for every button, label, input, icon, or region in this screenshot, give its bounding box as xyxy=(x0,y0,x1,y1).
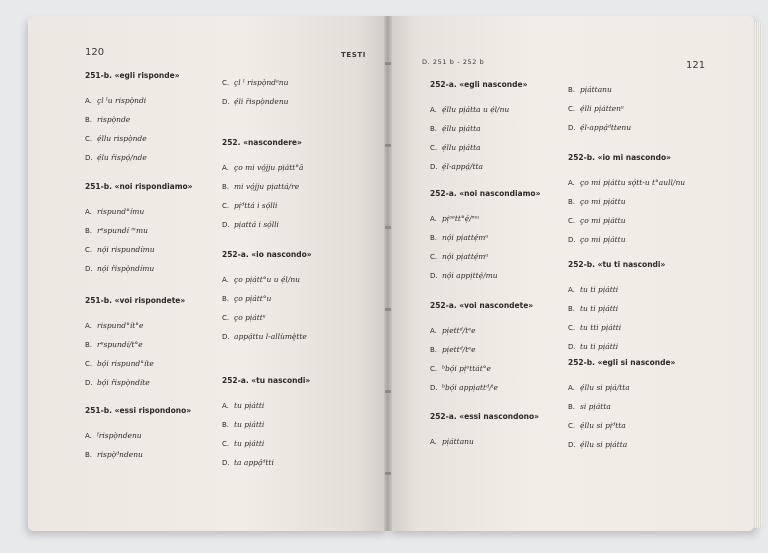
option-letter: C. xyxy=(430,253,438,261)
option-text: ᵇbọ́i pịᵉttát°e xyxy=(442,364,491,373)
entry-title: 252-a. «egli nasconde» xyxy=(430,80,528,89)
option-row xyxy=(430,209,580,228)
option-letter: B. xyxy=(568,403,576,411)
option-text: nọ́i pịattẹ́mᵘ xyxy=(442,233,489,242)
book-gutter xyxy=(384,16,392,531)
option-letter: B. xyxy=(85,451,93,459)
option-text: ẹ́lli pịáttenᵘ xyxy=(580,104,624,113)
option-text: pịᵈttá i sọ́lli xyxy=(234,201,278,210)
option-letter: D. xyxy=(222,459,230,467)
option-row xyxy=(568,173,718,192)
option-letter: C. xyxy=(568,422,576,430)
option-row xyxy=(568,230,718,249)
option-letter: D. xyxy=(430,384,438,392)
entry-title: 251-b. «voi rispondete» xyxy=(85,296,186,305)
option-text: ẹ́lu řispọ́/nde xyxy=(97,153,147,162)
option-text: ẹ́l-appạ́ᵈttenu xyxy=(580,123,632,132)
option-text: ẹ́l-appạ́/tta xyxy=(442,162,483,171)
option-row xyxy=(222,158,372,177)
option-text: pịettᵈ/tᵉe xyxy=(442,345,476,354)
running-head: TESTI xyxy=(341,51,366,59)
option-row xyxy=(430,157,580,176)
option-text: ᵇbọ́i appịattᵈ/ᵗe xyxy=(442,383,498,392)
option-text: tu ti pịátti xyxy=(580,342,619,351)
option-row xyxy=(430,228,580,247)
option-text: ç̣o mi pịáttu xyxy=(580,235,626,244)
option-text: tu ti pịátti xyxy=(580,304,619,313)
entry-title: 252-b. «egli si nasconde» xyxy=(568,358,676,367)
option-letter: B. xyxy=(568,198,576,206)
option-row xyxy=(568,80,718,99)
option-letter: B. xyxy=(222,295,230,303)
option-text: ç̣o pịáttᵘ xyxy=(234,313,266,322)
option-text: ç̣l ˡ rispọ̀ndᵃnu xyxy=(234,78,289,87)
option-letter: A. xyxy=(222,402,229,410)
option-row xyxy=(222,453,372,472)
option-letter: C. xyxy=(85,135,93,143)
entry-title: 251-b. «egli risponde» xyxy=(85,71,180,80)
option-letter: A. xyxy=(430,438,437,446)
option-row xyxy=(568,416,718,435)
option-row xyxy=(430,138,580,157)
entry-block xyxy=(222,73,372,111)
entry-title: 252-a. «noi nascondiamo» xyxy=(430,189,541,198)
option-row xyxy=(430,378,580,397)
option-letter: C. xyxy=(430,144,438,152)
option-letter: B. xyxy=(430,346,438,354)
option-letter: A. xyxy=(568,286,575,294)
entry-title: 252-a. «io nascondo» xyxy=(222,250,312,259)
option-text: pịáttanu xyxy=(580,85,612,94)
binding-stitch xyxy=(385,226,391,229)
entry-block xyxy=(568,260,718,356)
page-number: 121 xyxy=(686,60,706,71)
option-text: ç̣o mi vọ́jju pịátt°ā xyxy=(234,163,304,172)
option-letter: C. xyxy=(222,440,230,448)
option-text: ta appạ́ᵈtti xyxy=(234,458,274,467)
option-row xyxy=(222,215,372,234)
entry-block xyxy=(222,138,372,234)
option-row xyxy=(85,259,235,278)
entry-title: 252-a. «essi nascondono» xyxy=(430,412,539,421)
option-row xyxy=(85,335,235,354)
option-row xyxy=(85,110,235,129)
option-row xyxy=(85,373,235,392)
option-letter: B. xyxy=(568,86,576,94)
option-letter: A. xyxy=(430,106,437,114)
option-text: ç̣o mi pịáttu xyxy=(580,216,626,225)
option-text: pịáttanu xyxy=(442,437,474,446)
option-letter: B. xyxy=(85,227,93,235)
entry-block xyxy=(85,182,235,278)
option-text: ẹ́llu pịátta u ẹ́l/nu xyxy=(442,105,510,114)
option-row xyxy=(85,240,235,259)
entry-block xyxy=(85,406,235,464)
binding-stitch xyxy=(385,390,391,393)
option-row xyxy=(430,247,580,266)
entry-title: 252-b. «tu ti nascondi» xyxy=(568,260,666,269)
option-row xyxy=(568,99,718,118)
option-text: rᵉspundí/t°e xyxy=(97,340,143,349)
option-letter: D. xyxy=(222,333,230,341)
option-letter: C. xyxy=(85,246,93,254)
option-text: rispund°ímu xyxy=(97,207,145,216)
option-row xyxy=(85,148,235,167)
option-letter: A. xyxy=(85,97,92,105)
option-text: ç̣o mi pịáttu sǫ́tt-u t°aull/nu xyxy=(580,178,686,187)
option-text: appạ́ttu l-allùmę̀tte xyxy=(234,332,307,341)
option-letter: A. xyxy=(430,215,437,223)
option-text: rᵉspundí ᵐmu xyxy=(97,226,148,235)
option-letter: B. xyxy=(430,125,438,133)
option-letter: D. xyxy=(430,272,438,280)
option-row xyxy=(222,308,372,327)
option-text: ẹ́llu pịátta xyxy=(442,143,481,152)
option-row xyxy=(222,434,372,453)
option-row xyxy=(430,266,580,285)
option-text: rispọ̀ᵈndenu xyxy=(97,450,143,459)
page-edge xyxy=(754,22,762,528)
option-text: nọ́i řispọ̀ndímu xyxy=(97,264,155,273)
entry-block xyxy=(222,250,372,346)
option-row xyxy=(568,378,718,397)
option-text: pịattá i sọ́lli xyxy=(234,220,279,229)
option-text: ẹ́llu pịátta xyxy=(442,124,481,133)
option-row xyxy=(222,92,372,111)
option-text: tu ti pịátti xyxy=(580,285,619,294)
entry-title: 252-b. «io mi nascondo» xyxy=(568,153,671,162)
option-row xyxy=(85,426,235,445)
option-text: bọ́i rispund°íte xyxy=(97,359,154,368)
option-row xyxy=(85,221,235,240)
option-letter: B. xyxy=(568,305,576,313)
open-book xyxy=(28,16,754,531)
option-text: rispund°ít°e xyxy=(97,321,144,330)
option-text: tu tti pịátti xyxy=(580,323,622,332)
option-text: ᶠrispọ̀ndenu xyxy=(97,431,142,440)
entry-block xyxy=(430,412,580,451)
option-row xyxy=(430,100,580,119)
option-row xyxy=(222,270,372,289)
option-letter: C. xyxy=(568,324,576,332)
entry-title: 251-b. «essi rispondono» xyxy=(85,406,192,415)
binding-stitch xyxy=(385,62,391,65)
option-row xyxy=(430,119,580,138)
option-text: mi vọ́jju pịattá/re xyxy=(234,182,300,191)
option-row xyxy=(568,435,718,454)
option-letter: D. xyxy=(222,98,230,106)
option-letter: C. xyxy=(568,105,576,113)
option-row xyxy=(222,177,372,196)
option-row xyxy=(568,397,718,416)
entry-block xyxy=(568,153,718,249)
option-letter: D. xyxy=(85,154,93,162)
option-text: ẹ́llu si pịᵈtta xyxy=(580,421,626,430)
entry-block xyxy=(430,189,580,285)
entry-block xyxy=(430,301,580,397)
option-text: rispọ̀nde xyxy=(97,115,131,124)
option-row xyxy=(568,211,718,230)
option-letter: B. xyxy=(85,116,93,124)
option-text: tu pịátti xyxy=(234,439,265,448)
option-row xyxy=(222,415,372,434)
option-letter: D. xyxy=(568,441,576,449)
option-text: ẹ́llu rispọ̀nde xyxy=(97,134,147,143)
option-text: ç̣o pịátt°u u ẹ́l/nu xyxy=(234,275,301,284)
option-letter: D. xyxy=(85,265,93,273)
option-text: ẹ́llu si pịátta xyxy=(580,440,628,449)
option-text: bọ́i řispọ̀ndíte xyxy=(97,378,150,387)
option-text: ç̣l ˡu rispọ̀ndi xyxy=(97,96,147,105)
option-text: ç̣o pịátt°u xyxy=(234,294,272,303)
option-row xyxy=(85,129,235,148)
option-letter: C. xyxy=(222,314,230,322)
option-letter: A. xyxy=(85,432,92,440)
left-page xyxy=(28,16,388,531)
binding-stitch xyxy=(385,472,391,475)
option-letter: A. xyxy=(568,179,575,187)
option-letter: D. xyxy=(568,343,576,351)
option-row xyxy=(430,340,580,359)
option-letter: C. xyxy=(430,365,438,373)
binding-stitch xyxy=(385,144,391,147)
option-text: ç̣o mi pịáttu xyxy=(580,197,626,206)
entry-block xyxy=(568,358,718,454)
entry-block xyxy=(222,376,372,472)
option-row xyxy=(568,318,718,337)
option-letter: C. xyxy=(222,79,230,87)
option-row xyxy=(568,280,718,299)
option-row xyxy=(85,354,235,373)
option-letter: A. xyxy=(85,322,92,330)
entry-title: 251-b. «noi rispondiamo» xyxy=(85,182,193,191)
option-text: ẹ́li řispọ̀ndenu xyxy=(234,97,289,106)
entry-block xyxy=(85,296,235,392)
option-letter: D. xyxy=(85,379,93,387)
option-letter: A. xyxy=(568,384,575,392)
binding-stitch xyxy=(385,308,391,311)
option-row xyxy=(430,321,580,340)
option-row xyxy=(222,196,372,215)
option-row xyxy=(568,118,718,137)
option-text: pịettᵈ/tᵉe xyxy=(442,326,476,335)
option-text: tu pịátti xyxy=(234,420,265,429)
option-row xyxy=(430,432,580,451)
option-letter: D. xyxy=(568,236,576,244)
option-row xyxy=(222,289,372,308)
option-letter: B. xyxy=(222,183,230,191)
option-letter: B. xyxy=(85,341,93,349)
option-text: pịᵃᵉtt°ẹ́/ᵐᵘ xyxy=(442,214,480,223)
entry-block xyxy=(568,80,718,137)
option-letter: C. xyxy=(568,217,576,225)
option-letter: D. xyxy=(430,163,438,171)
option-row xyxy=(85,445,235,464)
option-row xyxy=(568,299,718,318)
option-letter: D. xyxy=(568,124,576,132)
running-head: D. 251 b - 252 b xyxy=(422,58,485,66)
option-letter: A. xyxy=(222,276,229,284)
option-row xyxy=(85,91,235,110)
option-row xyxy=(85,316,235,335)
option-letter: A. xyxy=(430,327,437,335)
option-text: nọ́i rispundímu xyxy=(97,245,155,254)
option-row xyxy=(85,202,235,221)
option-letter: B. xyxy=(222,421,230,429)
option-text: si pịátta xyxy=(580,402,611,411)
entry-block xyxy=(430,80,580,176)
option-row xyxy=(222,327,372,346)
option-letter: A. xyxy=(85,208,92,216)
entry-title: 252-a. «voi nascondete» xyxy=(430,301,534,310)
option-letter: C. xyxy=(222,202,230,210)
option-letter: A. xyxy=(222,164,229,172)
right-page xyxy=(388,16,754,531)
option-row xyxy=(430,359,580,378)
option-text: ẹ́llu si pịá/tta xyxy=(580,383,630,392)
option-row xyxy=(222,73,372,92)
option-text: tu pịátti xyxy=(234,401,265,410)
option-letter: B. xyxy=(430,234,438,242)
option-row xyxy=(222,396,372,415)
option-letter: C. xyxy=(85,360,93,368)
option-row xyxy=(568,337,718,356)
entry-block xyxy=(85,71,235,167)
option-text: nọ́i pịattẹ́mᵘ xyxy=(442,252,489,261)
option-text: nọ́i appịttẹ́/mu xyxy=(442,271,498,280)
option-letter: D. xyxy=(222,221,230,229)
entry-title: 252-a. «tu nascondi» xyxy=(222,376,311,385)
entry-title: 252. «nascondere» xyxy=(222,138,302,147)
option-row xyxy=(568,192,718,211)
page-number: 120 xyxy=(85,47,105,58)
